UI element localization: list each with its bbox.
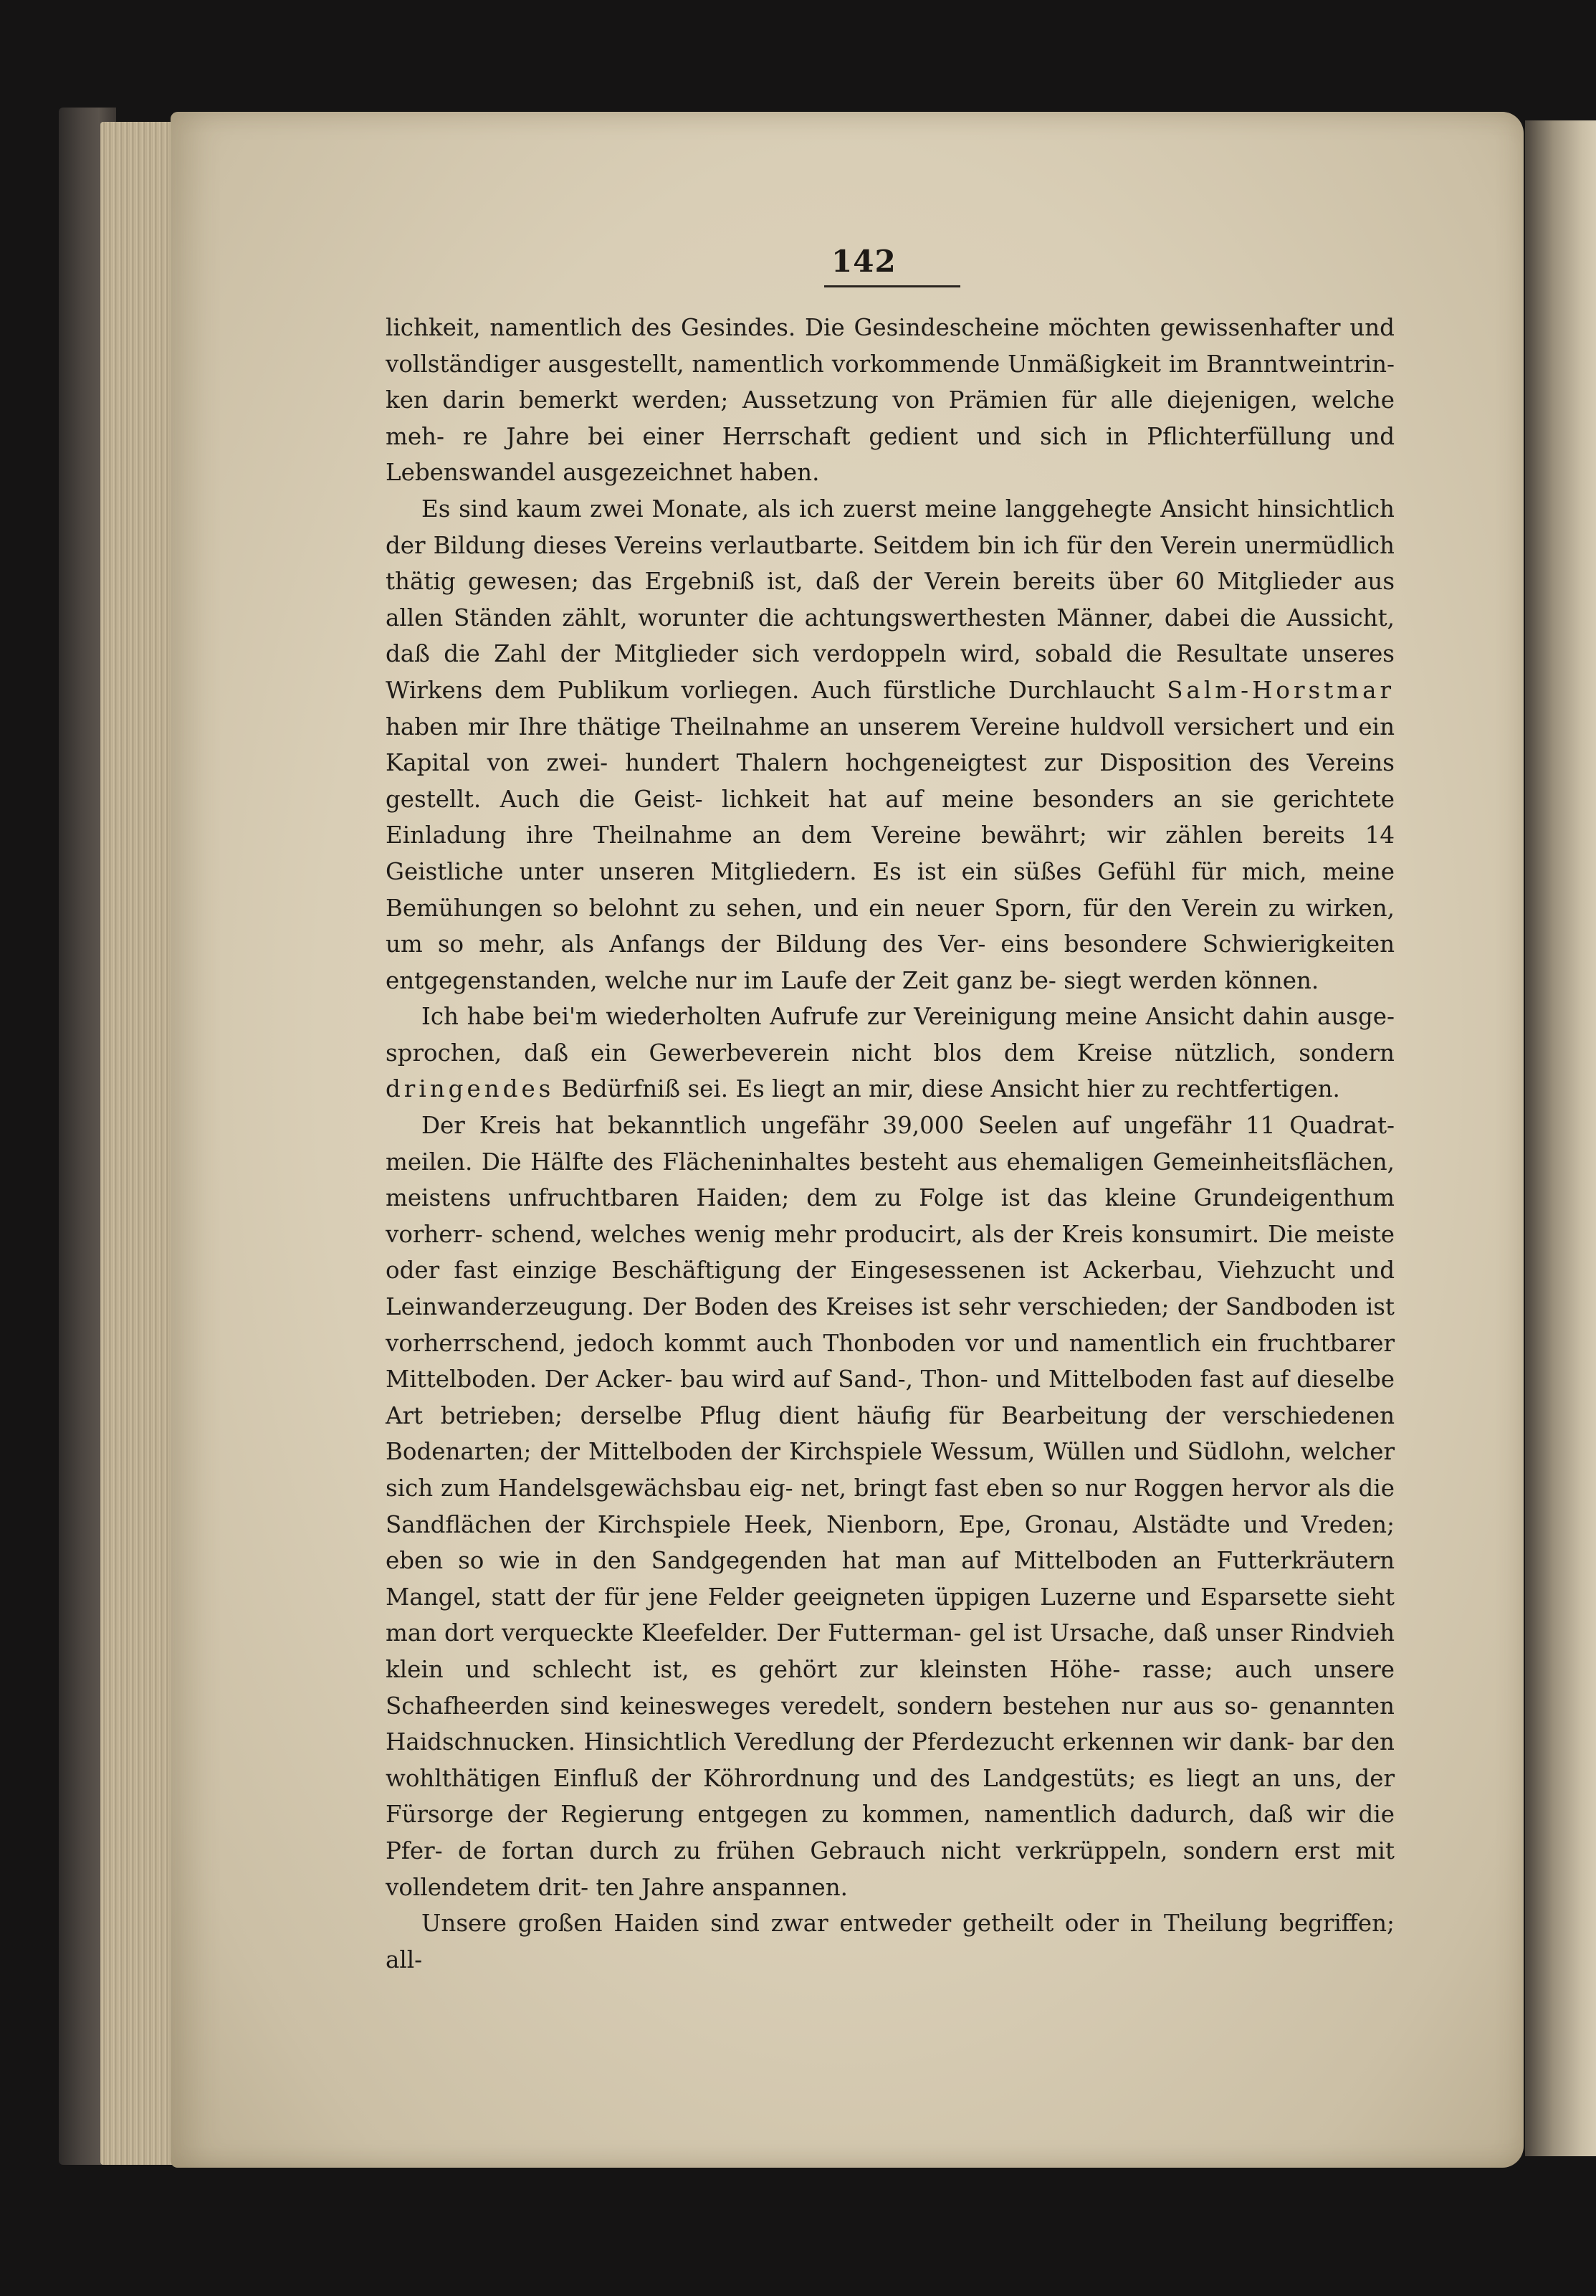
- paragraph-1: [386, 310, 1395, 491]
- text-run: Unsere großen Haiden sind zwar entweder getheilt oder in Theilung begriffen; all-: [386, 1910, 1395, 1973]
- page-number-rule: [824, 285, 960, 287]
- spaced-name: Salm-Horstmar: [1167, 676, 1395, 704]
- paragraph-3: [386, 999, 1395, 1107]
- page-number: 142: [831, 244, 897, 279]
- spaced-emphasis: dringendes: [386, 1075, 555, 1103]
- text-run: Bedürfniß sei. Es liegt an mir, diese Ansicht hier zu rechtfertigen.: [554, 1075, 1340, 1103]
- body-text: [386, 310, 1395, 1978]
- paragraph-4: [386, 1107, 1395, 1905]
- paragraph-5: [386, 1905, 1395, 1978]
- next-page-edge: [1525, 120, 1596, 2156]
- paragraph-2: [386, 491, 1395, 999]
- text-run: Der Kreis hat bekanntlich ungefähr 39,000 Seelen auf ungefähr 11 Quadrat- meilen. Die Hälfte des Flächeninhaltes besteht aus ehemaligen Gemeinheitsflächen, meistens unfruchtbaren Haiden; dem zu Folge ist das kleine Grundeigenthum vorherr- schend, welches wenig mehr producirt, als der Kreis konsumirt. Die meiste oder fast einzige Beschäftigung der Eingesessenen ist Ackerbau, Viehzucht und Leinwanderzeugung. Der Boden des Kreises ist sehr verschieden; der Sandboden ist vorherrschend, jedoch kommt auch Thonboden vor und namentlich ein fruchtbarer Mittelboden. Der Acker- bau wird auf Sand-, Thon- und Mittelboden fast auf dieselbe Art betrieben; derselbe Pflug dient häufig für Bearbeitung der verschiedenen Bodenarten; der Mittelboden der Kirchspiele Wessum, Wüllen und Südlohn, welcher sich zum Handelsgewächsbau eig- net, bringt fast eben so nur Roggen hervor als die Sandflächen der Kirchspiele Heek, Nienborn, Epe, Gronau, Alstädte und Vreden; eben so wie in den Sandgegenden hat man auf Mittelboden an Futterkräutern Mangel, statt der für jene Felder geeigneten üppigen Luzerne und Esparsette sieht man dort verqueckte Kleefelder. Der Futterman- gel ist Ursache, daß unser Rindvieh klein und schlecht ist, es gehört zur kleinsten Höhe- rasse; auch unsere Schafheerden sind keinesweges veredelt, sondern bestehen nur aus so- genannten Haidschnucken. Hinsichtlich Veredlung der Pferdezucht erkennen wir dank- bar den wohlthätigen Einfluß der Köhrordnung und des Landgestüts; es liegt an uns, der Fürsorge der Regierung entgegen zu kommen, namentlich dadurch, daß wir die Pfer- de fortan durch zu frühen Gebrauch nicht verkrüppeln, sondern erst mit vollendetem drit- ten Jahre anspannen.: [386, 1112, 1395, 1901]
- text-run: lichkeit, namentlich des Gesindes. Die Gesindescheine möchten gewissenhafter und vollständiger ausgestellt, namentlich vorkommende Unmäßigkeit im Branntweintrin- ken darin bemerkt werden; Aussetzung von Prämien für alle diejenigen, welche meh- re Jahre bei einer Herrschaft gedient und sich in Pflichterfüllung und Lebenswandel ausgezeichnet haben.: [386, 314, 1395, 487]
- text-run: haben mir Ihre thätige Theilnahme an unserem Vereine huldvoll versichert und ein Kapital von zwei- hundert Thalern hochgeneigtest zur Disposition des Vereins gestellt. Auch die Geist- lichkeit hat auf meine besonders an sie gerichtete Einladung ihre Theilnahme an dem Vereine bewährt; wir zählen bereits 14 Geistliche unter unseren Mitgliedern. Es ist ein süßes Gefühl für mich, meine Bemühungen so belohnt zu sehen, und ein neuer Sporn, für den Verein zu wirken, um so mehr, als Anfangs der Bildung des Ver- eins besondere Schwierigkeiten entgegenstanden, welche nur im Laufe der Zeit ganz be- siegt werden können.: [386, 713, 1395, 994]
- text-run: Es sind kaum zwei Monate, als ich zuerst meine langgehegte Ansicht hinsichtlich der Bildung dieses Vereins verlautbarte. Seitdem bin ich für den Verein unermüdlich thätig gewesen; das Ergebniß ist, daß der Verein bereits über 60 Mitglieder aus allen Ständen zählt, worunter die achtungswerthesten Männer, dabei die Aussicht, daß die Zahl der Mitglieder sich verdoppeln wird, sobald die Resultate unseres Wirkens dem Publikum vorliegen. Auch fürstliche Durchlaucht: [386, 495, 1395, 704]
- text-run: Ich habe bei'm wiederholten Aufrufe zur Vereinigung meine Ansicht dahin ausge- sprochen, daß ein Gewerbeverein nicht blos dem Kreise nützlich, sondern: [386, 1003, 1395, 1067]
